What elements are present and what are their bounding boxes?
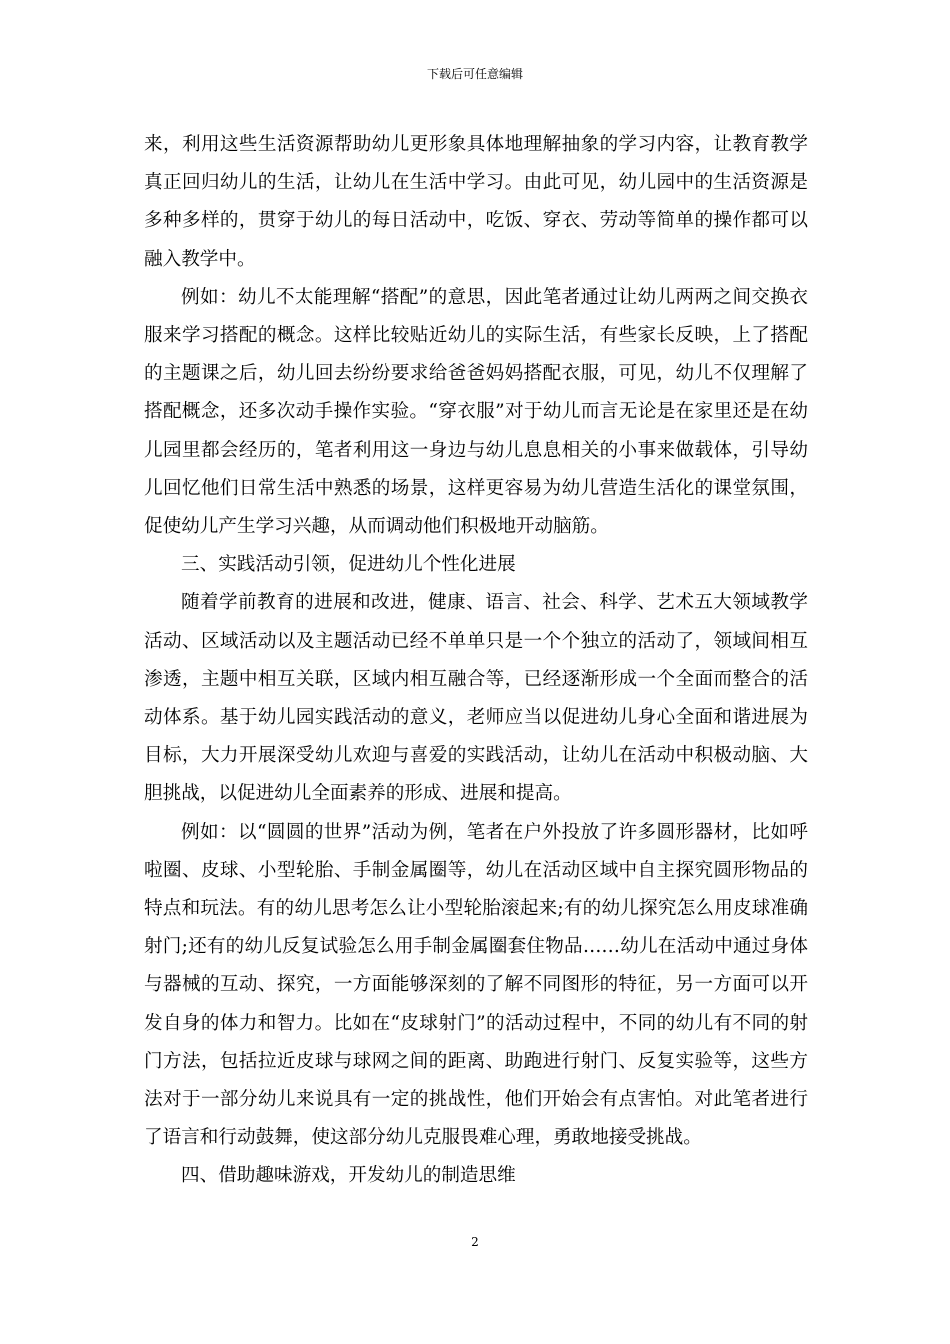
paragraph: 来，利用这些生活资源帮助幼儿更形象具体地理解抽象的学习内容，让教育教学真正回归幼儿的生活，让幼儿在生活中学习。由此可见，幼儿园中的生活资源是多种多样的，贯穿于幼儿的每日活动中，吃饭、穿衣、劳动等简单的操作都可以融入教学中。 [144,134,808,270]
section-heading: 三、实践活动引领，促进幼儿个性化进展 [181,554,516,576]
section-heading: 四、借助趣味游戏，开发幼儿的制造思维 [181,1165,516,1187]
page-number: 2 [471,1235,479,1249]
body-text [144,126,808,1196]
paragraph: 随着学前教育的进展和改进，健康、语言、社会、科学、艺术五大领域教学活动、区域活动以及主题活动已经不单单只是一个个独立的活动了，领域间相互渗透，主题中相互关联，区域内相互融合等，已经逐渐形成一个全面而整合的活动体系。基于幼儿园实践活动的意义，老师应当以促进幼儿身心全面和谐进展为目标，大力开展深受幼儿欢迎与喜爱的实践活动，让幼儿在活动中积极动脑、大胆挑战，以促进幼儿全面素养的形成、进展和提高。 [144,592,808,805]
page-header: 下载后可任意编辑 [426,67,523,81]
paragraph: 例如：以“圆圆的世界”活动为例，笔者在户外投放了许多圆形器材，比如呼啦圈、皮球、小型轮胎、手制金属圈等，幼儿在活动区域中自主探究圆形物品的特点和玩法。有的幼儿思考怎么让小型轮胎滚起来;有的幼儿探究怎么用皮球准确射门;还有的幼儿反复试验怎么用手制金属圈套住物品……幼儿在活动中通过身体与器械的互动、探究，一方面能够深刻的了解不同图形的特征，另一方面可以开发自身的体力和智力。比如在“皮球射门”的活动过程中，不同的幼儿有不同的射门方法，包括拉近皮球与球网之间的距离、助跑进行射门、反复实验等，这些方法对于一部分幼儿来说具有一定的挑战性，他们开始会有点害怕。对此笔者进行了语言和行动鼓舞，使这部分幼儿克服畏难心理，勇敢地接受挑战。 [144,821,808,1149]
paragraph: 例如：幼儿不太能理解“搭配”的意思，因此笔者通过让幼儿两两之间交换衣服来学习搭配的概念。这样比较贴近幼儿的实际生活，有些家长反映，上了搭配的主题课之后，幼儿回去纷纷要求给爸爸妈妈搭配衣服，可见，幼儿不仅理解了搭配概念，还多次动手操作实验。“穿衣服”对于幼儿而言无论是在家里还是在幼儿园里都会经历的，笔者利用这一身边与幼儿息息相关的小事来做载体，引导幼儿回忆他们日常生活中熟悉的场景，这样更容易为幼儿营造生活化的课堂氛围，促使幼儿产生学习兴趣，从而调动他们积极地开动脑筋。 [144,286,808,538]
